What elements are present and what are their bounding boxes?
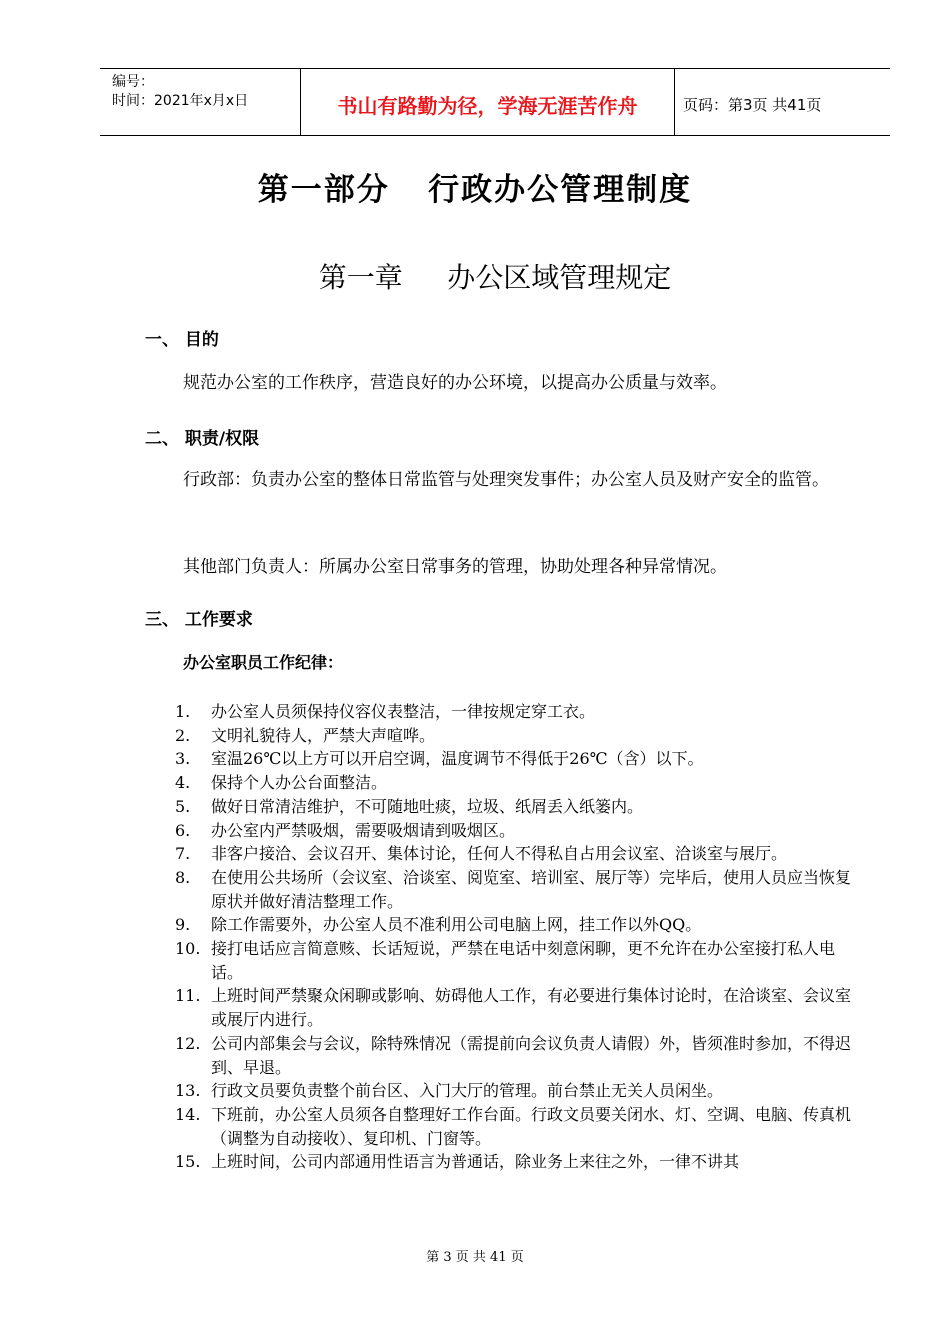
- rule-text: 行政文员要负责整个前台区、入门大厅的管理。前台禁止无关人员闲坐。: [211, 1081, 724, 1101]
- rule-item: [175, 866, 855, 913]
- rule-number: 10.: [175, 939, 201, 959]
- header-motto: 书山有路勤为径，学海无涯苦作舟: [301, 69, 675, 135]
- purpose-paragraph: 规范办公室的工作秩序，营造良好的办公环境，以提高办公质量与效率。: [183, 373, 727, 393]
- rule-text: 保持个人办公台面整洁。: [211, 773, 388, 793]
- rule-number: 2.: [175, 725, 191, 745]
- rule-text: 在使用公共场所（会议室、洽谈室、阅览室、培训室、展厅等）完毕后，使用人员应当恢复原状并做好清洁整理工作。: [211, 867, 852, 911]
- rule-item: [175, 1032, 855, 1079]
- rule-item: [175, 1103, 855, 1150]
- rule-number: 6.: [175, 820, 191, 840]
- section-heading-requirements: 三、 工作要求: [145, 610, 253, 630]
- rule-text: 办公室内严禁吸烟，需要吸烟请到吸烟区。: [211, 820, 516, 840]
- rule-text: 接打电话应言简意赅、长话短说，严禁在电话中刻意闲聊，更不允许在办公室接打私人电话。: [211, 939, 836, 982]
- header-page-number: 页码：第3页 共41页: [683, 95, 822, 114]
- page-header: [100, 68, 890, 136]
- rule-item: [175, 1150, 855, 1174]
- date-label: 时间：2021年x月x日: [112, 93, 249, 109]
- discipline-subheading: 办公室职员工作纪律：: [183, 653, 344, 672]
- rule-text: 上班时间严禁聚众闲聊或影响、妨碍他人工作，有必要进行集体讨论时，在洽谈室、会议室或展厅内进行。: [211, 986, 852, 1030]
- rule-item: [175, 842, 855, 866]
- part-title: 第一部分 行政办公管理制度: [257, 172, 693, 208]
- section-heading-purpose: 一、 目的: [145, 330, 219, 350]
- rule-item: [175, 747, 855, 771]
- rule-text: 文明礼貌待人，严禁大声喧哗。: [211, 725, 436, 745]
- rule-text: 除工作需要外，办公室人员不准利用公司电脑上网，挂工作以外QQ。: [211, 915, 702, 935]
- rule-number: 15.: [175, 1152, 201, 1172]
- rule-number: 8.: [175, 867, 191, 887]
- page-footer: 第 3 页 共 41 页: [426, 1250, 524, 1265]
- duties-paragraph-admin: 行政部：负责办公室的整体日常监管与处理突发事件；办公室人员及财产安全的监管。: [183, 470, 829, 490]
- rule-item: [175, 1079, 855, 1103]
- rule-number: 3.: [175, 749, 191, 769]
- rule-text: 下班前，办公室人员须各自整理好工作台面。行政文员要关闭水、灯、空调、电脑、传真机（调整为自动接收）、复印机、门窗等。: [211, 1104, 852, 1148]
- rule-item: [175, 724, 855, 748]
- rule-text: 办公室人员须保持仪容仪表整洁，一律按规定穿工衣。: [211, 702, 596, 721]
- rule-number: 14.: [175, 1104, 201, 1124]
- rule-item: [175, 913, 855, 937]
- section-heading-duties: 二、 职责/权限: [145, 429, 260, 449]
- rule-number: 5.: [175, 796, 191, 816]
- rule-text: 上班时间，公司内部通用性语言为普通话，除业务上来往之外，一律不讲其: [211, 1152, 740, 1172]
- rule-item: [175, 984, 855, 1031]
- discipline-rules-list: [175, 700, 855, 1174]
- chapter-title: 第一章 办公区域管理规定: [318, 261, 672, 294]
- rule-number: 12.: [175, 1033, 201, 1053]
- header-meta: [100, 69, 301, 135]
- rule-item: [175, 819, 855, 843]
- rule-text: 做好日常清洁维护，不可随地吐痰，垃圾、纸屑丢入纸篓内。: [211, 796, 644, 816]
- rule-number: 9.: [175, 915, 191, 935]
- serial-number-label: 编号：: [112, 74, 154, 90]
- rule-number: 11.: [175, 986, 201, 1006]
- rule-number: 1.: [175, 702, 191, 721]
- rule-item: [175, 795, 855, 819]
- rule-number: 13.: [175, 1081, 201, 1101]
- rule-number: 4.: [175, 773, 191, 793]
- duties-paragraph-others: 其他部门负责人：所属办公室日常事务的管理，协助处理各种异常情况。: [183, 557, 727, 577]
- rule-text: 室温26℃以上方可以开启空调，温度调节不得低于26℃（含）以下。: [211, 749, 704, 769]
- rule-text: 非客户接洽、会议召开、集体讨论，任何人不得私自占用会议室、洽谈室与展厅。: [211, 844, 788, 864]
- rule-text: 公司内部集会与会议，除特殊情况（需提前向会议负责人请假）外，皆须准时参加，不得迟到、早退。: [211, 1033, 852, 1077]
- rule-item: [175, 937, 855, 984]
- rule-item: [175, 771, 855, 795]
- rule-number: 7.: [175, 844, 191, 864]
- rule-item: [175, 700, 855, 724]
